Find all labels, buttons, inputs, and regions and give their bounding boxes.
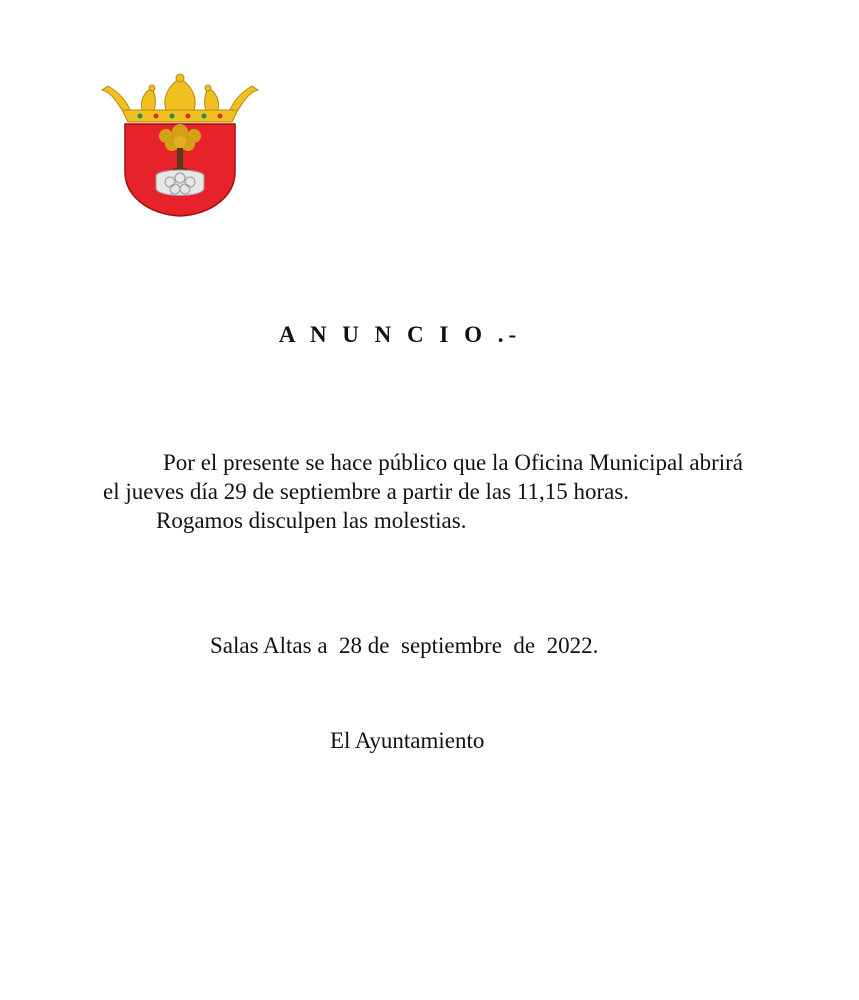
announcement-title: A N U N C I O .- xyxy=(278,322,522,347)
apology-paragraph: Rogamos disculpen las molestias. xyxy=(156,508,467,533)
place-and-date: Salas Altas a 28 de septiembre de 2022. xyxy=(210,633,599,658)
coat-of-arms-icon xyxy=(100,72,260,220)
announcement-paragraph: Por el presente se hace público que la Oficina Municipal abrirá el jueves día 29 de septiembre a partir de las 11,15 horas. xyxy=(103,450,743,504)
signature: El Ayuntamiento xyxy=(330,728,485,753)
announcement-body xyxy=(103,448,743,535)
